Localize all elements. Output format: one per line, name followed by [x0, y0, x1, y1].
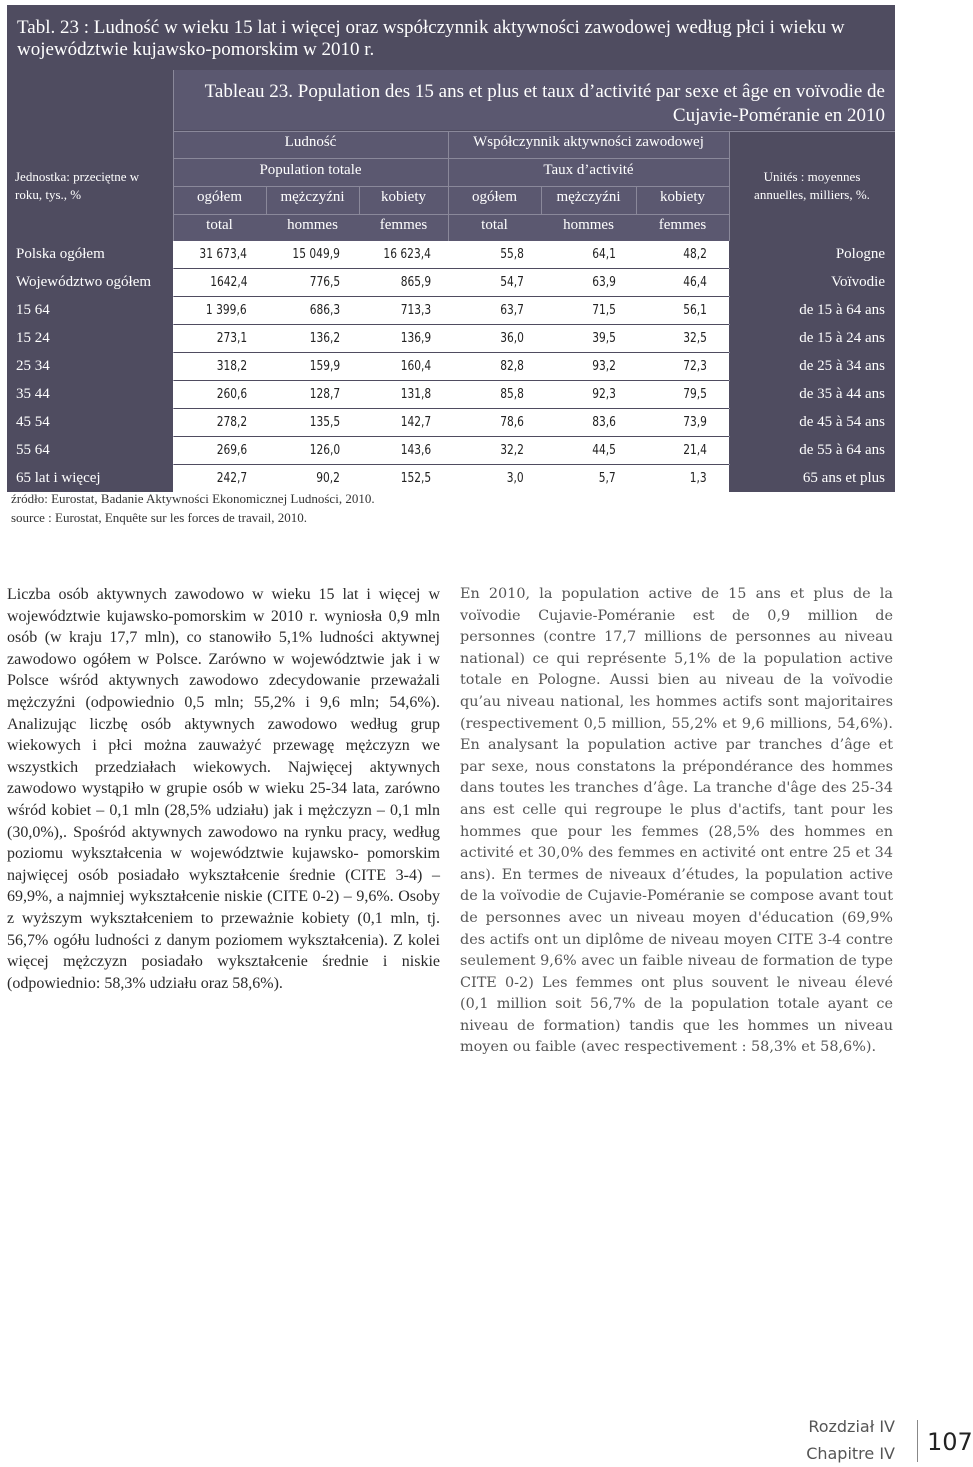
source-note-pl: źródło: Eurostat, Badanie Aktywności Ekonomicznej Ludności, 2010.	[11, 491, 375, 506]
row-label-pl: 65 lat i więcej	[7, 465, 173, 492]
col-header-total-pl: ogółem	[472, 189, 517, 205]
cell-population-men: 126,0	[309, 443, 340, 458]
col-header-women-fr: femmes	[379, 217, 428, 233]
cell-population-total: 269,6	[216, 443, 247, 458]
cell-activity-men: 5,7	[599, 471, 616, 486]
table-row	[7, 269, 895, 297]
row-label-pl: 15 64	[7, 297, 173, 324]
row-data	[173, 437, 729, 464]
cell-population-women: 152,5	[400, 471, 431, 486]
cell-activity-total: 85,8	[500, 387, 524, 402]
divider	[359, 186, 360, 214]
table-row	[7, 241, 895, 269]
table-row	[7, 465, 895, 493]
row-label-fr: de 45 à 54 ans	[729, 409, 895, 436]
cell-population-men: 90,2	[316, 471, 340, 486]
row-label-fr: de 15 à 24 ans	[729, 325, 895, 352]
cell-activity-women: 48,2	[683, 247, 707, 262]
cell-activity-women: 56,1	[683, 303, 707, 318]
cell-activity-men: 71,5	[592, 303, 616, 318]
divider	[173, 214, 729, 215]
col-header-men-fr: hommes	[563, 217, 614, 233]
row-label-fr: de 15 à 64 ans	[729, 297, 895, 324]
cell-activity-men: 92,3	[592, 387, 616, 402]
row-data	[173, 297, 729, 324]
row-data	[173, 325, 729, 352]
cell-population-women: 136,9	[400, 331, 431, 346]
table-title-pl: Tabl. 23 : Ludność w wieku 15 lat i więcej oraz współczynnik aktywności zawodowej według płci i wieku w województwie kujawsko-pomorskim w 2010 r.	[17, 17, 845, 60]
group-header-activity-pl: Współczynnik aktywności zawodowej	[473, 134, 704, 150]
cell-activity-total: 78,6	[500, 415, 524, 430]
divider	[917, 1420, 918, 1462]
cell-activity-total: 54,7	[500, 275, 524, 290]
data-table	[7, 5, 895, 489]
table-row	[7, 381, 895, 409]
col-header-total-fr: total	[481, 217, 508, 233]
cell-activity-total: 3,0	[507, 471, 524, 486]
cell-population-women: 143,6	[400, 443, 431, 458]
cell-population-women: 865,9	[400, 275, 431, 290]
cell-population-women: 160,4	[400, 359, 431, 374]
cell-activity-women: 73,9	[683, 415, 707, 430]
row-label-pl: 35 44	[7, 381, 173, 408]
row-data	[173, 465, 729, 492]
cell-activity-total: 63,7	[500, 303, 524, 318]
cell-population-total: 242,7	[216, 471, 247, 486]
divider	[541, 186, 542, 214]
col-header-men-pl: mężczyźni	[280, 189, 345, 205]
group-header-population-fr: Population totale	[259, 162, 362, 178]
cell-activity-total: 32,2	[500, 443, 524, 458]
cell-activity-men: 39,5	[592, 331, 616, 346]
cell-activity-men: 83,6	[592, 415, 616, 430]
table-row	[7, 325, 895, 353]
cell-activity-women: 1,3	[690, 471, 707, 486]
row-data	[173, 381, 729, 408]
cell-population-men: 128,7	[309, 387, 340, 402]
cell-population-total: 31 673,4	[199, 247, 247, 262]
cell-population-men: 15 049,9	[292, 247, 340, 262]
cell-activity-total: 82,8	[500, 359, 524, 374]
cell-activity-women: 79,5	[683, 387, 707, 402]
row-label-pl: Województwo ogółem	[7, 269, 173, 296]
body-text-pl: Liczba osób aktywnych zawodowo w wieku 15 lat i więcej w województwie kujawsko-pomorskim w 2010 r. wyniosła 0,9 mln osób (w kraju 17,7 mln), co stanowiło 5,1% ludności aktywnej zawodowo ogółem w Polsce. Zarówno w województwie jak i w Polsce wśród aktywnych zawodowo zdecydowanie przeważali mężczyźni (odpowiednio 0,5 mln; 55,2% i 9,6 mln; 54,6%). Analizując liczbę osób aktywnych zawodowo według grup wiekowych i płci można zauważyć przewagę mężczyzn we wszystkich przedziałach wiekowych. Najwięcej aktywnych zawodowo wystąpiło w grupie osób w wieku 25-34 lata, zarówno wśród kobiet – 0,1 mln (28,5% udziału) jak i mężczyzn – 0,1 mln (30,0%),. Spośród aktywnych zawodowo na rynku pracy, według poziomu wykształcenia w województwie kujawsko- pomorskim najwięcej osób posiadało wykształcenie średnie (CITE 3-4) – 69,9%, a najmniej wykształcenie niskie (CITE 0-2) – 9,6%. Osoby z wyższym wykształceniem to przeważnie kobiety (0,1 mln, tj. 56,7% ogółu ludności z danym poziomem wykształcenia). Z kolei więcej mężczyzn posiadało wykształcenie średnie i niskie (odpowiednio: 58,3% udziału oraz 58,6%).	[7, 586, 440, 992]
cell-activity-women: 21,4	[683, 443, 707, 458]
cell-population-women: 713,3	[400, 303, 431, 318]
row-data	[173, 409, 729, 436]
unit-label-fr: Unités : moyennes annuelles, milliers, %.	[754, 169, 870, 202]
row-label-pl: 25 34	[7, 353, 173, 380]
row-label-fr: 65 ans et plus	[729, 465, 895, 492]
cell-population-total: 273,1	[216, 331, 247, 346]
table-row	[7, 297, 895, 325]
col-header-women-pl: kobiety	[381, 189, 426, 205]
col-header-total-fr: total	[206, 217, 233, 233]
source-note-fr: source : Eurostat, Enquête sur les forces de travail, 2010.	[11, 510, 308, 525]
table-row	[7, 409, 895, 437]
divider	[266, 186, 267, 214]
divider	[636, 186, 637, 214]
divider	[173, 131, 895, 132]
row-label-pl: 45 54	[7, 409, 173, 436]
divider	[173, 158, 729, 159]
col-header-women-fr: femmes	[658, 217, 707, 233]
col-header-men-fr: hommes	[287, 217, 338, 233]
cell-population-women: 142,7	[400, 415, 431, 430]
cell-population-total: 260,6	[216, 387, 247, 402]
unit-label-pl: Jednostka: przeciętne w roku, tys., %	[15, 169, 140, 202]
table-title-fr-box	[173, 70, 895, 130]
cell-activity-total: 36,0	[500, 331, 524, 346]
col-header-men-pl: mężczyźni	[556, 189, 621, 205]
cell-activity-men: 63,9	[592, 275, 616, 290]
divider	[448, 131, 449, 241]
cell-population-total: 278,2	[216, 415, 247, 430]
row-data	[173, 353, 729, 380]
cell-population-total: 1 399,6	[206, 303, 247, 318]
cell-activity-women: 32,5	[683, 331, 707, 346]
cell-population-total: 1642,4	[209, 275, 247, 290]
page-number: 107	[927, 1428, 973, 1456]
cell-activity-women: 46,4	[683, 275, 707, 290]
chapter-label-pl: Rozdział IV	[808, 1417, 895, 1436]
col-header-total-pl: ogółem	[197, 189, 242, 205]
cell-population-men: 159,9	[309, 359, 340, 374]
row-label-fr: Voïvodie	[729, 269, 895, 296]
row-data	[173, 241, 729, 268]
cell-population-men: 776,5	[309, 275, 340, 290]
cell-activity-men: 64,1	[592, 247, 616, 262]
row-data	[173, 269, 729, 296]
cell-population-men: 135,5	[309, 415, 340, 430]
chapter-label-fr: Chapitre IV	[806, 1444, 895, 1463]
body-text-fr: En 2010, la population active de 15 ans et plus de la voïvodie Cujavie-Poméranie est de 0,9 million de personnes (contre 17,7 millions de personnes au niveau national) ce qui représente 5,1% de la population active totale en Pologne. Aussi bien au niveau de la voïvodie qu’au niveau national, les hommes actifs sont majoritaires (respectivement 0,5 million, 55,2% et 9,6 millions, 54,6%). En analysant la population active par tranches d’âge et par sexe, nous constatons la prépondérance des hommes dans toutes les tranches d’âge. La tranche d'âge des 25-34 ans est celle qui regroupe le plus d'actifs, tant pour les hommes que pour les femmes (28,5% des hommes en activité et 30,0% des femmes en activité ont entre 25 et 34 ans). En termes de niveaux d’études, la population active de la voïvodie de Cujavie-Poméranie se compose avant tout de personnes avec un niveau moyen d'éducation (69,9% des actifs ont un diplôme de niveau moyen CITE 3-4 contre seulement 9,6% avec un faible niveau de formation de type CITE 0-2) Les femmes ont plus souvent le niveau élevé (0,1 million soit 56,7% de la population totale ayant ce niveau de formation) tandis que les hommes un niveau moyen ou faible (avec respectivement : 58,3% et 58,6%).	[460, 586, 893, 1056]
row-label-fr: de 35 à 44 ans	[729, 381, 895, 408]
row-label-pl: 15 24	[7, 325, 173, 352]
table-row	[7, 353, 895, 381]
cell-population-total: 318,2	[216, 359, 247, 374]
cell-activity-men: 93,2	[592, 359, 616, 374]
divider	[173, 186, 729, 187]
row-label-fr: de 25 à 34 ans	[729, 353, 895, 380]
row-label-pl: 55 64	[7, 437, 173, 464]
cell-population-men: 686,3	[309, 303, 340, 318]
cell-population-women: 131,8	[400, 387, 431, 402]
row-label-fr: de 55 à 64 ans	[729, 437, 895, 464]
row-label-pl: Polska ogółem	[7, 241, 173, 268]
cell-activity-women: 72,3	[683, 359, 707, 374]
cell-population-women: 16 623,4	[383, 247, 431, 262]
col-header-women-pl: kobiety	[660, 189, 705, 205]
table-row	[7, 437, 895, 465]
row-label-fr: Pologne	[729, 241, 895, 268]
group-header-activity-fr: Taux d’activité	[543, 162, 634, 178]
table-title-fr: Tableau 23. Population des 15 ans et plus et taux d’activité par sexe et âge en voïvodie de Cujavie-Poméranie en 2010	[204, 81, 885, 126]
cell-population-men: 136,2	[309, 331, 340, 346]
group-header-population-pl: Ludność	[284, 134, 337, 150]
cell-activity-total: 55,8	[500, 247, 524, 262]
cell-activity-men: 44,5	[592, 443, 616, 458]
